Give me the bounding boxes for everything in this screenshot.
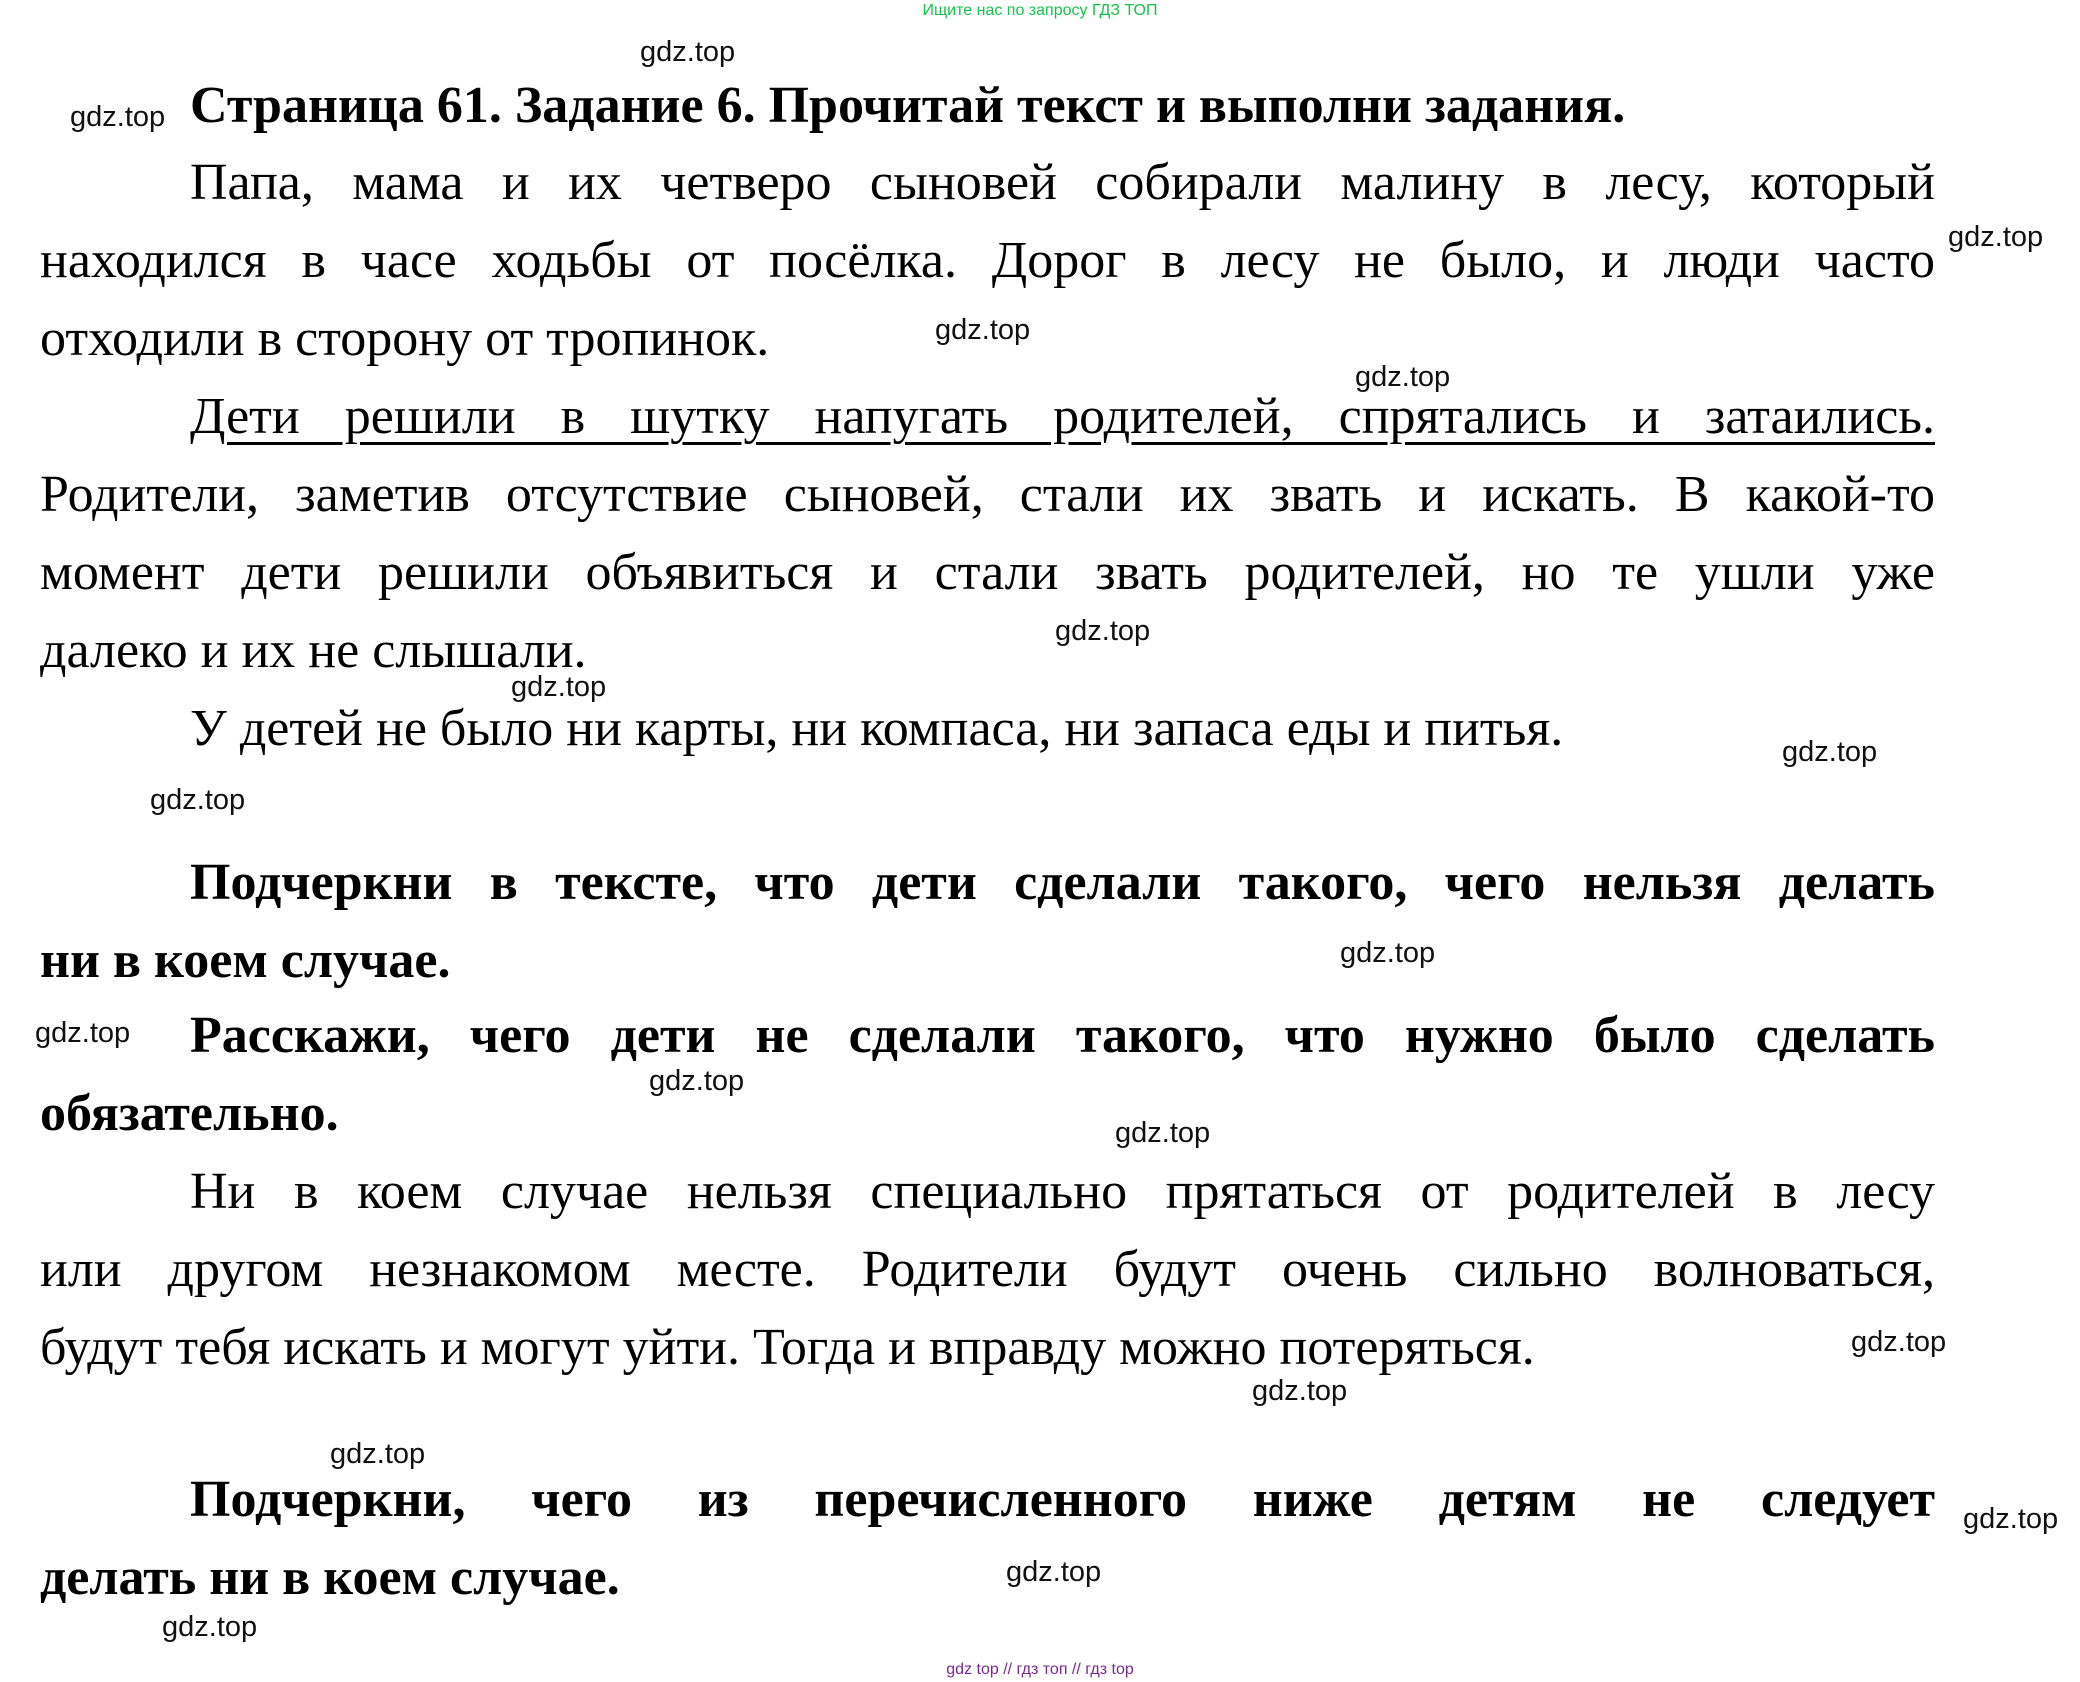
task-instruction: обязательно. <box>40 1085 339 1142</box>
watermark: gdz.top <box>1006 1556 1102 1588</box>
task-instruction: Расскажи, чего дети не сделали такого, что нужно было сделать <box>190 1007 1935 1064</box>
watermark: gdz.top <box>1782 736 1878 768</box>
answer-line: будут тебя искать и могут уйти. Тогда и вправду можно потеряться. <box>40 1319 1535 1376</box>
task-instruction: ни в коем случае. <box>40 932 451 989</box>
story-line: Родители, заметив отсутствие сыновей, стали их звать и искать. В какой-то <box>40 466 1935 523</box>
watermark: gdz.top <box>1963 1503 2059 1535</box>
watermark: gdz.top <box>1115 1117 1211 1149</box>
story-line: момент дети решили объявиться и стали звать родителей, но те ушли уже <box>40 544 1935 601</box>
answer-line: Ни в коем случае нельзя специально прятаться от родителей в лесу <box>190 1163 1935 1220</box>
top-banner: Ищите нас по запросу ГДЗ ТОП <box>922 2 1158 19</box>
watermark: gdz.top <box>511 671 607 703</box>
watermark: gdz.top <box>150 784 246 816</box>
task-instruction: Подчеркни в тексте, что дети сделали такого, чего нельзя делать <box>190 854 1935 911</box>
watermark: gdz.top <box>935 314 1031 346</box>
task-instruction: делать ни в коем случае. <box>40 1549 620 1606</box>
underlined-sentence: Дети решили в шутку напугать родителей, спрятались и затаились. <box>190 388 1935 445</box>
watermark: gdz.top <box>1355 361 1451 393</box>
watermark: gdz.top <box>35 1017 131 1049</box>
watermark: gdz.top <box>1340 937 1436 969</box>
bottom-banner: gdz top // гдз топ // гдз top <box>946 1661 1134 1678</box>
watermark: gdz.top <box>1948 221 2044 253</box>
page-title: Страница 61. Задание 6. Прочитай текст и выполни задания. <box>190 77 1626 134</box>
watermark: gdz.top <box>162 1611 258 1643</box>
story-line: Папа, мама и их четверо сыновей собирали малину в лесу, который <box>190 154 1935 211</box>
answer-line: или другом незнакомом месте. Родители будут очень сильно волноваться, <box>40 1241 1935 1298</box>
watermark: gdz.top <box>1055 615 1151 647</box>
watermark: gdz.top <box>1851 1326 1947 1358</box>
watermark: gdz.top <box>649 1065 745 1097</box>
watermark: gdz.top <box>640 36 736 68</box>
story-line: находился в часе ходьбы от посёлка. Дорог в лесу не было, и люди часто <box>40 232 1935 289</box>
story-line: далеко и их не слышали. <box>40 622 587 679</box>
story-line: отходили в сторону от тропинок. <box>40 310 770 367</box>
watermark: gdz.top <box>70 101 166 133</box>
watermark: gdz.top <box>330 1438 426 1470</box>
story-line: У детей не было ни карты, ни компаса, ни запаса еды и питья. <box>190 700 1564 757</box>
watermark: gdz.top <box>1252 1375 1348 1407</box>
task-instruction: Подчеркни, чего из перечисленного ниже детям не следует <box>190 1471 1935 1528</box>
